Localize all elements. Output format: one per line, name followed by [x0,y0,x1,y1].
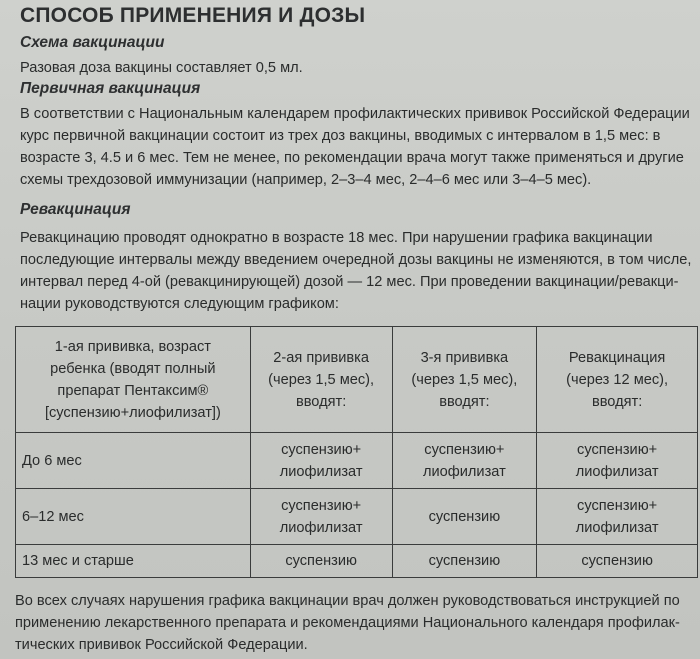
cell-line: суспензию+ [281,441,362,458]
header-line: вводят: [295,393,347,410]
footer-line: тических прививок Российской Федерации. [15,637,308,653]
row-cell [392,433,537,489]
header-line: (через 1,5 мес), [268,371,375,388]
cell-line: суспензию [285,553,357,569]
row-cell [537,545,698,578]
header-line: ребенка (вводят полный [50,360,216,377]
revaccination-line: Ревакцинацию проводят однократно в возрасте 18 мес. При нарушении графика вакцинации [20,230,653,246]
table-row [16,545,698,578]
header-second-dose [250,327,392,433]
header-line: вводят: [591,393,643,410]
scheme-line: Разовая доза вакцины составляет 0,5 мл. [20,60,303,76]
cell-line: суспензию+ [577,497,658,514]
cell-line: суспензию+ [424,441,505,458]
header-revaccination [537,327,698,433]
row-cell [392,489,537,545]
primary-paragraph [20,103,690,191]
footer-line: Во всех случаях нарушения графика вакцинации врач должен руководствоваться инструкцией по [15,593,680,609]
cell-line: лиофилизат [279,519,363,536]
row-age: До 6 мес [16,433,251,489]
header-line: Ревакцинация [568,349,666,366]
revaccination-line: интервал перед 4-ой (ревакцинирующей) дозой — 12 мес. При проведении вакцинации/ревакци- [20,274,679,290]
cell-line: суспензию+ [281,497,362,514]
page-title: СПОСОБ ПРИМЕНЕНИЯ И ДОЗЫ [20,4,366,27]
header-line: препарат Пентаксим® [57,382,209,399]
scheme-text [20,57,690,79]
vaccination-schedule-table [15,326,698,578]
primary-line: курс первичной вакцинации состоит из трех доз вакцины, вводимых с интервалом в 1,5 мес: в [20,128,661,144]
footer-line: применению лекарственного препарата и рекомендациями Национального календаря профилак- [15,615,680,631]
header-line: 1-ая прививка, возраст [54,338,211,355]
primary-line: схемы трехдозовой иммунизации (например, 2–3–4 мес, 2–4–6 мес или 3–4–5 мес). [20,172,592,188]
cell-line: суспензию+ [577,441,658,458]
row-cell [537,433,698,489]
header-line: 3-я прививка [420,349,509,366]
primary-line: В соответствии с Национальным календарем профилактических прививок Российской Федерации [20,106,690,122]
primary-line: возрасте 3, 4.5 и 6 мес. Тем не менее, по рекомендации врача могут также применяться и другие [20,150,684,166]
row-cell [250,489,392,545]
revaccination-heading: Ревакцинация [20,201,131,218]
cell-line: суспензию [428,508,501,525]
table-row [16,489,698,545]
row-cell [392,545,537,578]
header-line: (через 12 мес), [566,371,669,388]
header-line: [суспензию+лиофилизат]) [44,404,221,421]
revaccination-line: последующие интервалы между введением очередной дозы вакцины не изменяются, в том числе, [20,252,692,268]
header-first-dose [16,327,251,433]
header-line: (через 1,5 мес), [411,371,518,388]
header-line: вводят: [439,393,490,410]
row-cell [250,545,392,578]
header-line: 2-ая прививка [273,349,369,366]
revaccination-line: нации руководствуются следующим графиком: [20,296,339,312]
revaccination-paragraph [20,227,690,315]
scheme-heading: Схема вакцинации [20,34,165,51]
row-age: 13 мес и старше [16,545,251,578]
cell-line: лиофилизат [279,463,363,480]
primary-heading: Первичная вакцинация [20,80,201,97]
cell-line: суспензию [428,553,501,569]
row-age: 6–12 мес [16,489,251,545]
table-row [16,433,698,489]
cell-line: лиофилизат [575,463,659,480]
cell-line: лиофилизат [575,519,659,536]
row-cell [250,433,392,489]
footer-paragraph [15,590,690,656]
row-cell [537,489,698,545]
header-third-dose [392,327,537,433]
table-header-row [16,327,698,433]
cell-line: суспензию [581,553,653,569]
cell-line: лиофилизат [422,463,506,480]
